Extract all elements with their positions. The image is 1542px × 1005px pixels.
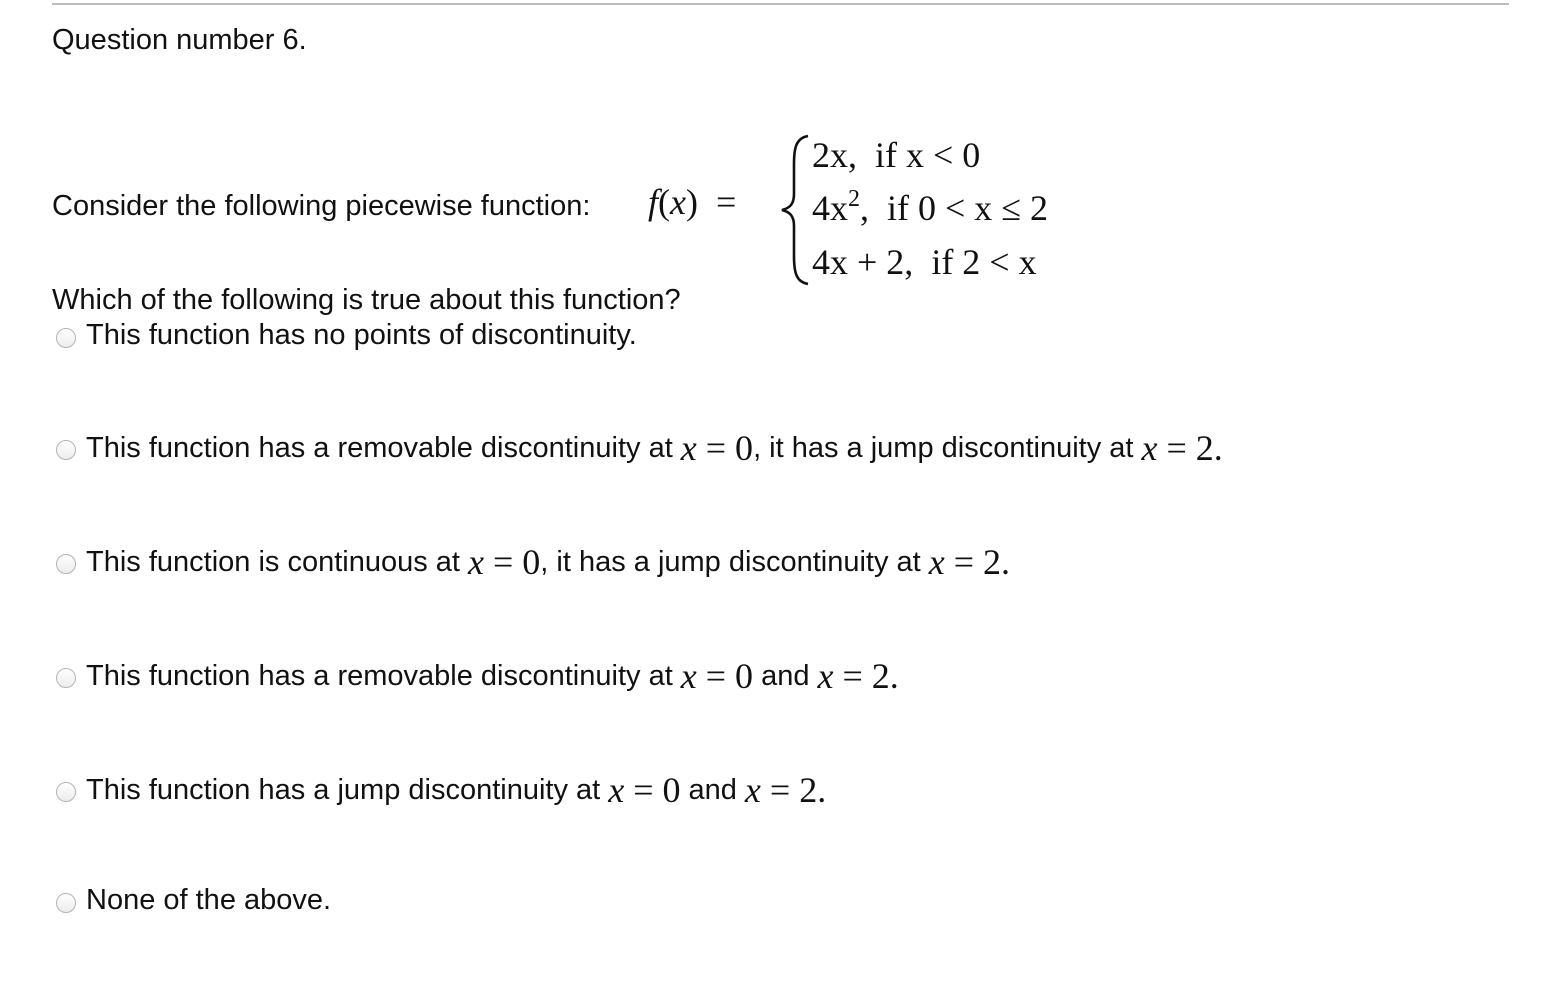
case-2-cond: if 0 < x ≤ 2 — [887, 188, 1049, 228]
case-1 — [812, 137, 980, 173]
case-3-cond: if 2 < x — [931, 242, 1037, 282]
question-prompt: Consider the following piecewise function: — [52, 190, 591, 222]
answer-option-e[interactable] — [56, 772, 826, 808]
top-divider — [52, 3, 1509, 5]
answer-option-d[interactable] — [56, 658, 899, 694]
radio-button-d[interactable] — [56, 668, 76, 688]
radio-button-e[interactable] — [56, 782, 76, 802]
radio-button-a[interactable] — [56, 328, 76, 348]
case-2-suffix: , — [860, 188, 869, 228]
answer-option-f[interactable] — [56, 886, 331, 915]
function-lhs: f(x) = — [648, 182, 737, 222]
option-b-math-2: x = 2. — [1141, 428, 1223, 468]
option-e-math-2: x = 2. — [744, 770, 827, 810]
option-f-text: None of the above. — [86, 884, 332, 916]
answer-option-a[interactable] — [56, 321, 637, 350]
option-c-text-1: This function is continuous at — [86, 545, 460, 578]
piecewise-brace — [778, 134, 814, 286]
case-1-cond: if x < 0 — [875, 135, 981, 175]
option-d-math-1: x = 0 — [680, 656, 754, 696]
radio-button-c[interactable] — [56, 554, 76, 574]
function-name: f — [648, 182, 659, 222]
option-c-text-2: , it has a jump discontinuity at — [540, 545, 921, 578]
case-3-expr: 4x + 2, — [812, 242, 914, 282]
case-3 — [812, 244, 1037, 280]
radio-button-b[interactable] — [56, 440, 76, 460]
question-which: Which of the following is true about this function? — [52, 284, 681, 316]
case-2 — [812, 186, 1049, 228]
option-e-math-1: x = 0 — [608, 770, 681, 810]
option-c-math-2: x = 2. — [928, 542, 1010, 582]
function-arg: x — [670, 182, 686, 222]
option-d-math-2: x = 2. — [817, 656, 899, 696]
answer-option-b[interactable] — [56, 430, 1223, 466]
case-2-exponent: 2 — [848, 186, 860, 212]
option-e-text-2: and — [688, 773, 737, 806]
option-e-text-1: This function has a jump discontinuity at — [86, 773, 601, 806]
option-c-math-1: x = 0 — [467, 542, 541, 582]
option-b-text-2: , it has a jump discontinuity at — [753, 431, 1134, 464]
option-b-math-1: x = 0 — [680, 428, 754, 468]
option-a-text: This function has no points of discontinuity. — [86, 319, 637, 351]
option-d-text-1: This function has a removable discontinuity at — [86, 659, 673, 692]
case-1-expr: 2x, — [812, 135, 857, 175]
option-b-text-1: This function has a removable discontinuity at — [86, 431, 673, 464]
function-equals: = — [716, 182, 737, 222]
option-d-text-2: and — [761, 659, 810, 692]
question-title: Question number 6. — [52, 24, 307, 56]
radio-button-f[interactable] — [56, 893, 76, 913]
answer-option-c[interactable] — [56, 544, 1010, 580]
case-2-expr: 4x — [812, 188, 848, 228]
